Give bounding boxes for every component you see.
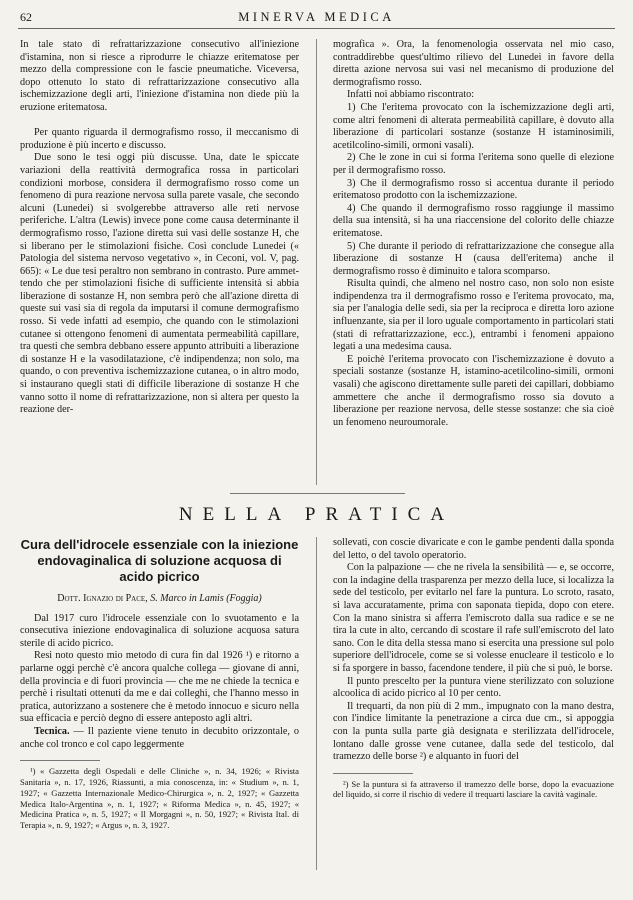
paragraph: Due sono le tesi oggi più discusse. Una, date le spiccate variazioni della reattività dermografica rossa in particolari condizioni morbose, considera il dermografismo rosso come un fenomeno di pura reazione nervosa sulla parete vasale, che secondo alcuni (Lunedei) si svolgerebbe attraverso alle reti nervose periferiche. L'altra (Lewis) invece pone come causa determinante il dermografismo rosso, l'azione diretta sui vasi delle sostanze H, che si liberano per le stimolazioni fisiche. Così conclude Lunedei (« Patologia del sistema nervoso vegetativo », in Ceconi, vol. V, pag. 665): « Le due tesi peraltro non sembrano in contrasto. Pure ammettendo che per stimolazioni fisiche di sufficiente intensità si abbia liberazione di sostanze H, non sembra però che all'azione diretta di queste sui vasi sia di regola da imputarsi il comune dermografismo rosso. Si vede infatti ad esempio, che quando con le stimolazioni cutanee si ottengono fenomeni di aumentata permeabilità capillare, tra questi che sembra debbano essere appunto attribuiti a liberazione di sostanze H e la vasodilatazione, c'è indipendenza; non solo, ma quando, o con preventiva ischemizzazione cutanea, o in altro modo, si instaurano quegli stati di difficile liberazione di sostanze H che vanno sotto il nome di refrattarizzazione, non si altera per questo la reazione der- xyxy=(20,152,299,416)
paragraph: mografica ». Ora, la fenomenologia osservata nel mio caso, contraddirebbe quest'ultimo rilievo del Lunedei in favore della diretta azione nervosa sui vasi nel mecanismo di produzione del dermografismo rosso. xyxy=(333,39,614,88)
author-name: Ignazio di Pace, xyxy=(83,593,148,604)
paragraph: E poichè l'eritema provocato con l'ischemizzazione è dovuto a speciali sostanze (sostanze H, istamino-acetilcolino-simili, ormoni vasali) che agiscono direttamente sulle pareti dei capillari, dobbiamo ammettere che anche il dermografismo rosso sia dovuto a liberazione per reazione nervosa, delle stesse sostanze: che sia cioè un fenomeno neuroumorale. xyxy=(333,353,614,428)
tecnica-text: — Il paziente viene tenuto in decubito orizzontale, o anche col tronco e col capo leggermente xyxy=(20,725,299,750)
list-item: 5) Che durante il periodo di refrattarizzazione che consegue alla liberazione di sostanze H (causa dell'eritema) anche il dermografismo rosso è diminuito e talora scomparso. xyxy=(333,240,614,277)
page-header xyxy=(14,10,619,26)
article-author xyxy=(20,593,299,606)
paragraph: sollevati, con coscie divaricate e con le gambe pendenti dalla sponda del letto, o del tavolo operatorio. xyxy=(333,537,614,561)
paragraph: Dal 1917 curo l'idrocele essenziale con lo svuotamento e la consecutiva iniezione endovaginalica di soluzione acquosa satura sterile di acido picrico. xyxy=(20,612,299,649)
list-item: 3) Che il dermografismo rosso si accentua durante il periodo eritematoso prodotto con la ischemizzazione. xyxy=(333,177,614,202)
top-left-column xyxy=(20,39,299,485)
tecnica-paragraph xyxy=(20,726,299,751)
paragraph: Risulta quindi, che almeno nel nostro caso, non solo non esiste indipendenza tra il dermografismo rosso e l'eritema provocato, ma, sia per l'analogia delle sedi, sia per la reciproca e diretta loro azione influenzante, sia per il loro uguale comportamento in particolari stati (stati di refrattarizzazione, ecc.), entrambi i fenomeni appaiono legati a una medesima causa. xyxy=(333,278,614,353)
list-item: 4) Che quando il dermografismo rosso raggiunge il massimo della sua intensità, si ha una riaccensione del colorito delle chiazze eritematose. xyxy=(333,202,614,239)
footnote-text: ²) Se la puntura si fa attraverso il tramezzo delle borse, dopo la evacuazione del liquido, si corre il rischio di vedere il trequarti lasciare la cavità vaginale. xyxy=(333,778,614,800)
paragraph: Con la palpazione — che ne rivela la sensibilità — e, se occorre, con la indagine della trasparenza per mezzo della luce, si localizza la sede del testicolo, per evitarlo nel fare la puntura. Lo scroto, rasato, si lava accuratamente, prima con saponata tiepida, dopo con etere. Con la mano sinistra si afferra l'emiscroto dalla sua radice e se ne tira la cute in alto, cercando di scostare il rafe sull'emiscroto del lato sano. Con le dita della stessa mano si esercita una pressione sul polo superiore dell'idrocele, come se si volesse enucleare il testicolo e lo si fa sporgere in basso, facendone tendere, il più che si può, le borse. xyxy=(333,562,614,674)
article-left-column xyxy=(20,537,299,831)
top-right-column xyxy=(333,39,614,485)
section-rule xyxy=(230,493,405,494)
list-item: 2) Che le zone in cui si forma l'eritema sono quelle di elezione per il dermografismo rosso. xyxy=(333,152,614,176)
footnote-rule xyxy=(333,773,413,774)
footnote xyxy=(20,766,299,831)
paragraph: Per quanto riguarda il dermografismo rosso, il meccanismo di produzione è più incerto e discusso. xyxy=(20,127,299,151)
page-number: 62 xyxy=(20,10,32,24)
column-divider xyxy=(316,537,317,870)
paragraph: In tale stato di refrattarizzazione consecutivo all'iniezione d'istamina, non si riesce a riprodurre le chiazze eritematose per mezzo della compressione con le fascie pneumatiche. Viceversa, dopo ottenuto lo stato di refrattarizzazione consecutivo alla ischemizzazione degli arti, l'iniezione d'istamina non diede più la eruzione eritematosa. xyxy=(20,39,299,113)
tecnica-label: Tecnica. xyxy=(34,725,70,737)
header-rule xyxy=(18,28,615,29)
journal-title: MINERVA MEDICA xyxy=(238,10,395,24)
list-item: 1) Che l'eritema provocato con la ischemizzazione degli arti, come altri fenomeni di alterata permeabilità capillare, è dovuto alla liberazione di particolari sostanze (sostanze H istaminosimili, acetilcolino-simili, ormoni vasali). xyxy=(333,101,614,151)
footnote-text: ¹) « Gazzetta degli Ospedali e delle Cliniche », n. 34, 1926; « Rivista Sanitaria », n. 17, 1926, Riassunti, a mia conoscenza, in: « Studium », n. 1, 1927; « Gazzetta Internazionale Medico-Chirurgica », n. 2, 1927; « Gazzetta Medica Italo-Argentina », n. 1, 1927; « Riforma Medica », n. 45, 1927; « Medicina Pratica », n. 5, 1927; « Il Morgagni », n. 50, 1927; « Rivista Ital. di Terapia », n. 9, 1927; « Argus », n. 3, 1927. xyxy=(20,766,299,831)
column-divider xyxy=(316,39,317,485)
paragraph: Il trequarti, da non più di 2 mm., impugnato con la mano destra, con l'indice limitante la penetrazione a circa due cm., si appoggia con la punta sulla parte già designata e sterilizzata dell'idrocele, lontano dalle grosse vene cutanee, dalla sede del testicolo, dal tramezzo delle borse ²) e alquanto in fuori del xyxy=(333,700,614,763)
author-prefix: Dott. xyxy=(57,593,81,604)
footnote-rule xyxy=(20,760,100,761)
author-place: S. Marco in Lamis (Foggia) xyxy=(150,593,262,604)
article-title: Cura dell'idrocele essenziale con la iniezione endovaginalica di soluzione acquosa di acido picrico xyxy=(20,537,299,584)
paragraph: Infatti noi abbiamo riscontrato: xyxy=(347,89,475,101)
section-heading: NELLA PRATICA xyxy=(178,504,455,525)
paragraph: Il punto prescelto per la puntura viene sterilizzato con soluzione alcoolica di acido picrico al 10 per cento. xyxy=(333,675,614,700)
footnote xyxy=(333,779,614,801)
paragraph: Resi noto questo mio metodo di cura fin dal 1926 ¹) e ritorno a parlarne oggi perchè c'è ancora qualche collega — giovane di anni, della provincia e di fuori provincia — che me ne chiede la tecnica e perchè i risultati ottenuti da me e dai colleghi, che l'hanno messo in pratica, autorizzano a sostenere che è metodo innocuo e sicuro nella sua efficacia e perciò degno di essere anteposto agli altri. xyxy=(20,650,299,725)
article-right-column xyxy=(333,537,614,800)
